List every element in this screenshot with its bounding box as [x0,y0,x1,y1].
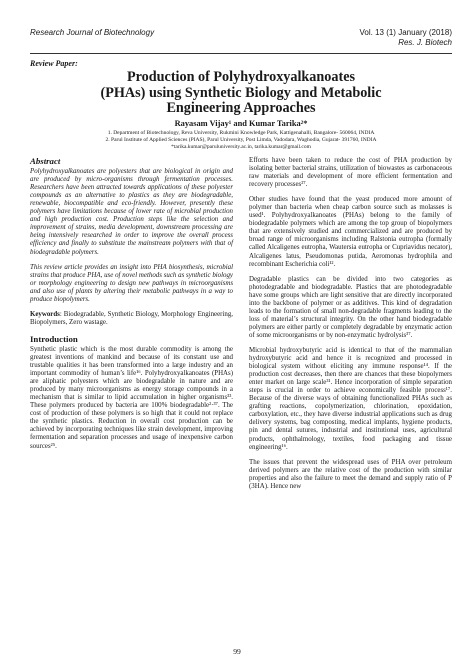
contact-email: *tarika.kumar@paruluniversity.ac.in, tarika.kumar@gmail.com [171,144,311,150]
title-line-2: (PHAs) using Synthetic Biology and Metabolic [100,84,382,101]
introduction-heading: Introduction [30,333,78,344]
abstract-paragraph-1: Polyhydroxyalkanoates are polyesters that are biological in origin and are produced by micro-organisms through fermentation processes. Researchers have been attracted towards applications of these polyester compounds as an alternative to plastics as they are biodegradable, renewable, biocompatible and eco-friendly. However, presently these polymers have limitations because of lower rate of microbial production and high production cost. Production steps like the selection and improvement of strains, media development, downstream processing are being intensively researched in order to improve the overall process efficiency and finally to substitute the mainstream polymers with that of biodegradable polymers. [30,168,233,256]
header-divider [30,53,452,54]
keywords [30,311,233,327]
affiliations [30,130,452,151]
keywords-label: Keywords [30,310,60,318]
keywords-text: : Biodegradable, Synthetic Biology, Morphology Engineering, Biopolymers, Zero wastage. [30,310,233,326]
affiliation-1: 1. Department of Biotechnology, Reva University, Rukmini Knowledge Park, Kattigenahalli, Bangalore- 560064, INDIA [107,130,375,136]
body-paragraph-1: Efforts have been taken to reduce the cost of PHA production by isolating better bacterial strains, utilization of biowastes as carbonaceous raw materials and development of more efficient fermentation and recovery processes²⁷. [249,157,452,189]
right-column [249,157,452,498]
page-number: 99 [233,647,241,656]
authors: Rayasam Vijay¹ and Kumar Tarika²* [174,119,308,128]
paper-title [30,70,452,117]
title-line-1: Production of Polyhydroxyalkanoates [126,69,356,85]
body-paragraph-2: Other studies have found that the yeast produced more amount of polymer than bacteria when cheap carbon source such as molasses is used¹. Polyhydroxyalkanoates (PHAs) belong to the family of biodegradable polymers which are among the top group of biopolymers that are extensively studied and commercialized and are produced by broad range of microorganisms including Ralstonia eutropha (formally called Alcaligenes eutropha, Wautersia eutropha or Cupriavidus necator), Alcaligenes latus, Pseudomonas putida, Aeromonas hydrophila and recombinant Escherichia coli¹². [249,196,452,268]
journal-name: Research Journal of Biotechnology [30,28,155,37]
title-line-3: Engineering Approaches [166,100,316,116]
body-paragraph-4: Microbial hydroxybutyric acid is identical to that of the mammalian hydroxybutyric acid and hence it is recognized and processed in biological system without eliciting any immune response¹⁴. If the production cost decreases, then there are chances that these biopolymers enter market on large scale³¹. Hence incorporation of simple separation steps is crucial in order to achieve economically feasible process¹⁷. Because of the diverse ways of obtaining functionalized PHAs such as grafting reactions, copolymerization, chlorination, epoxidation, carboxylation, etc., they have diverse industrial applications such as drug delivery systems, bag composting, medical implants, hygiene products, pin and dental sutures, industrial and institutional uses, agricultural products, ophthalmology, textiles, food packaging and tissue engineering¹⁶. [249,346,452,451]
introduction-paragraph-1: Synthetic plastic which is the most durable commodity is among the greatest inventions of mankind and because of its constant use and trustable qualities it has been transformed into a large industry and an important commodity of human’s life¹⁶. Polyhydroxyalkanoates (PHAs) are aliphatic polyesters which are biodegradable in nature and are produced by many microorganisms as energy storage compounds in a mechanism that is similar to lipid accumulation in higher organisms³³. These polymers produced by bacteria are 100% biodegradable²·³⁷. The cost of production of these polymers is so high that it could not replace the synthetic plastics. Reduction in overall cost production can be achieved by incorporating techniques like strain development, improving fermentation and separation processes and usage of inexpensive carbon sources²⁵. [30,345,233,450]
affiliation-2: 2. Parul Institute of Applied Sciences (PIAS), Parul University, Post Limda, Vadodara, Waghodia, Gujarat- 391760, INDIA [105,137,377,143]
journal-short-name: Res. J. Biotech [398,38,452,47]
abstract-paragraph-2: This review article provides an insight into PHA biosynthesis, microbial strains that produce PHA, use of novel methods such as synthetic biology or morphology engineering to design new pathways in microorganisms and also use of plants by altering their metabolic pathways in a way to produce biopolymers. [30,263,233,303]
volume-line: Vol. 13 (1) January (2018) [359,28,452,37]
body-paragraph-3: Degradable plastics can be divided into two categories as photodegradable and biodegradable. Plastics that are photodegradable have some groups which are light sensitive that are directly incorporated into the backbone of polymer or as additives. This kind of degradation leads to the formation of small non-degradable fragments leading to the loss of material’s structural integrity. On the other hand biodegradable polymers are either partly or completely degradable by enzymatic action of some microorganisms or by non-enzymatic hydrolysis³⁷. [249,275,452,339]
body-paragraph-5: The issues that prevent the widespread uses of PHA over petroleum derived polymers are the relative cost of the production with similar properties and also the failure to meet the demand and supply ratio of P (3HA). Hence new [249,458,452,490]
abstract-heading: Abstract [30,156,61,166]
paper-type: Review Paper: [30,59,78,68]
left-column [30,157,233,458]
volume-info [360,28,453,48]
